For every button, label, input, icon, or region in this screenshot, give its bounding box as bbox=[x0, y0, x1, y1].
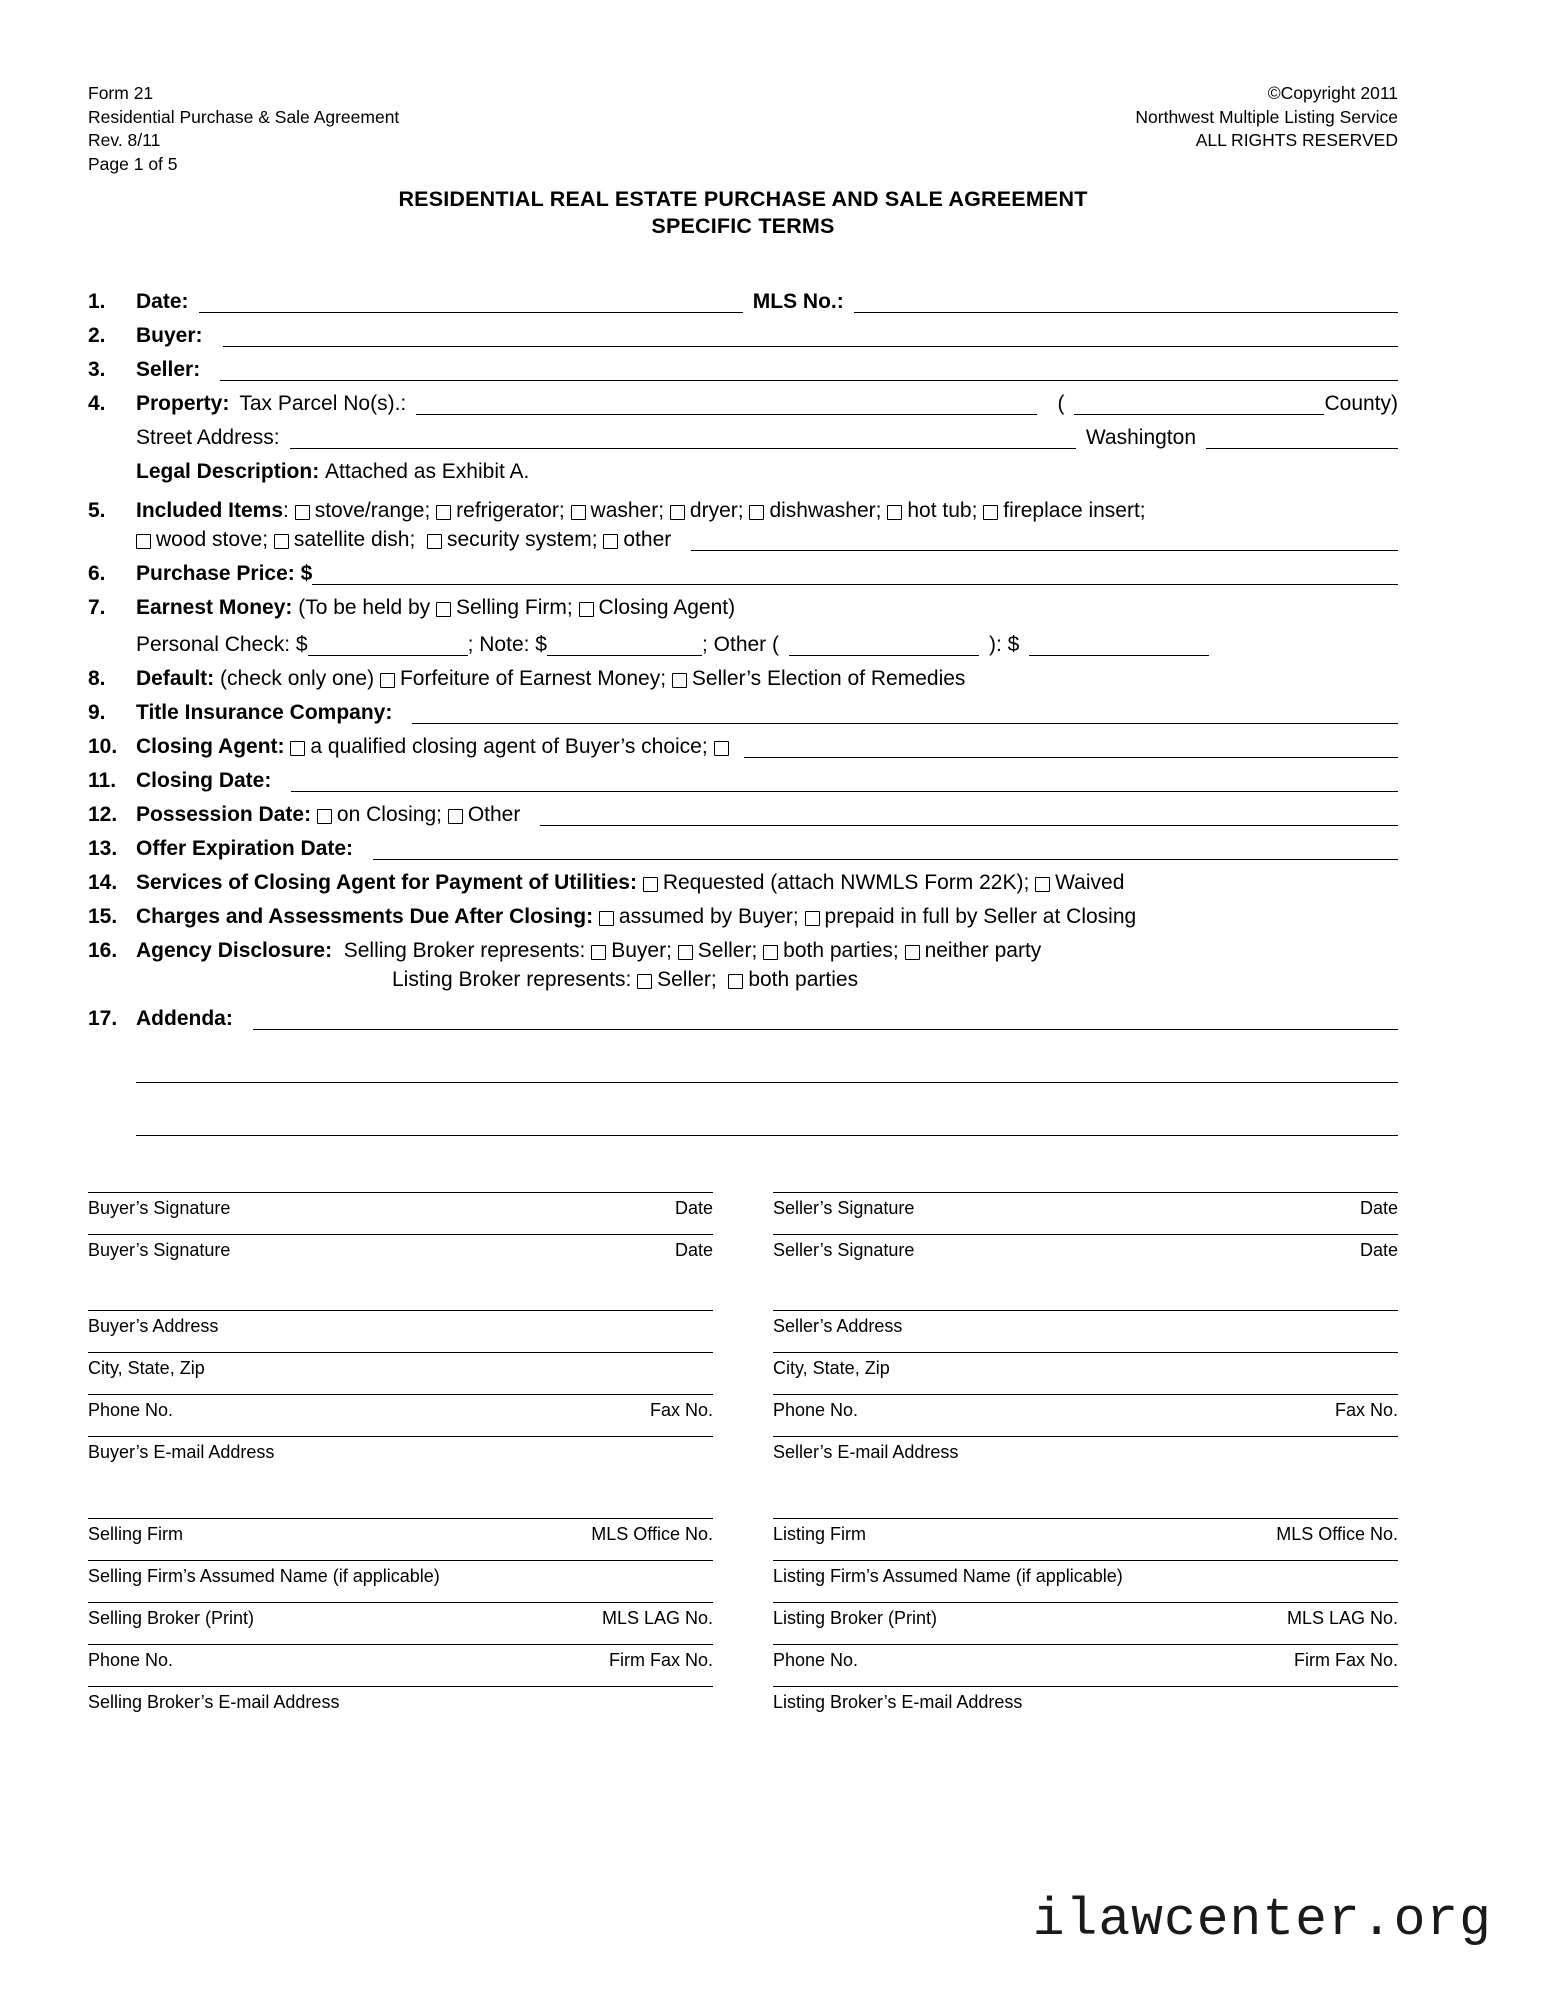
listing-broker-option-both: both parties bbox=[748, 968, 859, 991]
term-title-insurance-row bbox=[88, 699, 1398, 724]
seller-email-field bbox=[773, 1436, 1398, 1466]
seller-signature-column bbox=[773, 1192, 1398, 1728]
purchase-price-dollar-sign: $ bbox=[300, 562, 313, 585]
selling-firm-label: Selling Firm bbox=[88, 1524, 184, 1544]
signature-spacer-3 bbox=[773, 1276, 1398, 1310]
possession-option-on-closing: on Closing; bbox=[336, 803, 442, 826]
listing-firm-mls-office-label: MLS Office No. bbox=[1276, 1524, 1398, 1544]
term-addenda-row bbox=[88, 1005, 1398, 1030]
term-seller-row bbox=[88, 356, 1398, 381]
charges-assessments-label: Charges and Assessments Due After Closing: bbox=[136, 905, 594, 928]
checkbox-stove-range[interactable] bbox=[295, 505, 310, 520]
charges-option-prepaid: prepaid in full by Seller at Closing bbox=[824, 905, 1137, 928]
copyright-line: ©Copyright 2011 bbox=[1267, 83, 1398, 103]
term-number-13: 13. bbox=[88, 837, 118, 860]
buyer-email-label: Buyer’s E-mail Address bbox=[88, 1442, 275, 1462]
seller-city-state-zip-label: City, State, Zip bbox=[773, 1358, 890, 1378]
buyer-signature-2-field bbox=[88, 1234, 713, 1264]
checkbox-closing-agent-holder[interactable] bbox=[579, 602, 594, 617]
closing-date-label: Closing Date: bbox=[136, 769, 272, 792]
selling-broker-email-field bbox=[88, 1686, 713, 1716]
buyer-fax-label: Fax No. bbox=[649, 1400, 713, 1420]
selling-broker-phone-label: Phone No. bbox=[88, 1650, 174, 1670]
rights-line: ALL RIGHTS RESERVED bbox=[1195, 130, 1398, 150]
term-number-15: 15. bbox=[88, 905, 118, 928]
included-items-colon: : bbox=[283, 499, 289, 522]
legal-description-row bbox=[88, 458, 1398, 483]
selling-firm-assumed-name-field bbox=[88, 1560, 713, 1590]
listing-broker-option-seller: Seller; bbox=[657, 968, 717, 991]
included-item-other: other bbox=[623, 528, 672, 551]
closing-agent-option-buyers-choice: a qualified closing agent of Buyer’s choice; bbox=[310, 735, 708, 758]
term-number-17: 17. bbox=[88, 1007, 118, 1030]
buyer-city-state-zip-label: City, State, Zip bbox=[88, 1358, 205, 1378]
checkbox-utilities-requested[interactable] bbox=[643, 877, 658, 892]
specific-terms-list bbox=[88, 288, 1398, 1145]
checkbox-forfeiture-of-earnest-money[interactable] bbox=[380, 673, 395, 688]
earnest-money-amounts-row bbox=[88, 631, 1398, 656]
seller-signature-2-label: Seller’s Signature bbox=[773, 1240, 915, 1260]
page-title bbox=[88, 186, 1398, 240]
checkbox-refrigerator[interactable] bbox=[436, 505, 451, 520]
signature-spacer-4 bbox=[773, 1478, 1398, 1518]
date-input[interactable] bbox=[199, 293, 743, 313]
note-label: ; Note: $ bbox=[467, 633, 547, 656]
utilities-services-label: Services of Closing Agent for Payment of Utilities: bbox=[136, 871, 637, 894]
included-item-fireplace-insert: fireplace insert; bbox=[1003, 499, 1146, 522]
term-earnest-money-row bbox=[88, 594, 1398, 619]
selling-broker-mls-lag-label: MLS LAG No. bbox=[601, 1608, 713, 1628]
checkbox-fireplace-insert[interactable] bbox=[983, 505, 998, 520]
term-included-items-row bbox=[88, 497, 1398, 522]
form-revision: Rev. 8/11 bbox=[88, 130, 161, 150]
offer-expiration-input[interactable] bbox=[373, 840, 1398, 860]
checkbox-possession-other[interactable] bbox=[448, 809, 463, 824]
buyer-address-field bbox=[88, 1310, 713, 1340]
term-number-12: 12. bbox=[88, 803, 118, 826]
checkbox-selling-broker-neither-party[interactable] bbox=[905, 945, 920, 960]
buyer-signature-1-date-label: Date bbox=[674, 1198, 713, 1218]
page-title-line-1: RESIDENTIAL REAL ESTATE PURCHASE AND SALE AGREEMENT bbox=[398, 187, 1088, 211]
checkbox-listing-broker-both-parties[interactable] bbox=[728, 974, 743, 989]
earnest-holder-selling-firm: Selling Firm; bbox=[455, 596, 573, 619]
mls-no-input[interactable] bbox=[854, 293, 1398, 313]
included-item-hot-tub: hot tub; bbox=[907, 499, 978, 522]
signature-spacer-2 bbox=[88, 1478, 713, 1518]
term-number-6: 6. bbox=[88, 562, 106, 585]
included-item-satellite-dish: satellite dish; bbox=[293, 528, 416, 551]
listing-firm-field bbox=[773, 1518, 1398, 1548]
personal-check-label: Personal Check: $ bbox=[136, 633, 308, 656]
selling-broker-print-field bbox=[88, 1602, 713, 1632]
possession-other-input[interactable] bbox=[540, 806, 1398, 826]
form-number: Form 21 bbox=[88, 83, 154, 103]
seller-address-field bbox=[773, 1310, 1398, 1340]
earnest-other-close-label: ): $ bbox=[989, 633, 1020, 656]
note-input[interactable] bbox=[547, 636, 702, 656]
term-number-16: 16. bbox=[88, 939, 118, 962]
publisher-line: Northwest Multiple Listing Service bbox=[1135, 106, 1398, 127]
selling-broker-email-label: Selling Broker’s E-mail Address bbox=[88, 1692, 340, 1712]
county-input[interactable] bbox=[1074, 395, 1324, 415]
listing-firm-assumed-name-field bbox=[773, 1560, 1398, 1590]
term-number-11: 11. bbox=[88, 769, 117, 792]
term-number-9: 9. bbox=[88, 701, 106, 724]
zip-input[interactable] bbox=[1206, 429, 1398, 449]
buyer-phone-label: Phone No. bbox=[88, 1400, 174, 1420]
offer-expiration-label: Offer Expiration Date: bbox=[136, 837, 354, 860]
earnest-money-intro: (To be held by bbox=[298, 596, 431, 619]
term-offer-expiration-row bbox=[88, 835, 1398, 860]
listing-firm-label: Listing Firm bbox=[773, 1524, 867, 1544]
listing-broker-print-field bbox=[773, 1602, 1398, 1632]
signature-spacer-1 bbox=[88, 1276, 713, 1310]
state-washington-label: Washington bbox=[1085, 426, 1196, 449]
addenda-line-2-row bbox=[88, 1058, 1398, 1083]
checkbox-qualified-closing-agent[interactable] bbox=[290, 741, 305, 756]
listing-firm-assumed-name-label: Listing Firm’s Assumed Name (if applicable) bbox=[773, 1566, 1123, 1586]
term-utilities-services-row bbox=[88, 869, 1398, 894]
possession-option-other: Other bbox=[467, 803, 521, 826]
term-number-1: 1. bbox=[88, 290, 106, 313]
selling-broker-option-buyer: Buyer; bbox=[611, 939, 672, 962]
site-watermark: ilawcenter.org bbox=[1032, 1890, 1492, 1950]
term-number-5: 5. bbox=[88, 499, 106, 522]
checkbox-hot-tub[interactable] bbox=[887, 505, 902, 520]
earnest-other-amount-input[interactable] bbox=[1029, 636, 1209, 656]
county-label: County) bbox=[1324, 392, 1398, 415]
buyer-signature-column bbox=[88, 1192, 713, 1728]
addenda-label: Addenda: bbox=[136, 1007, 233, 1030]
addenda-input-line-1[interactable] bbox=[253, 1010, 1398, 1030]
earnest-other-description-input[interactable] bbox=[789, 636, 979, 656]
seller-signature-2-field bbox=[773, 1234, 1398, 1264]
addenda-input-line-3[interactable] bbox=[136, 1116, 1398, 1136]
buyer-signature-1-label: Buyer’s Signature bbox=[88, 1198, 231, 1218]
checkbox-dryer[interactable] bbox=[670, 505, 685, 520]
seller-city-state-zip-field bbox=[773, 1352, 1398, 1382]
charges-option-assumed: assumed by Buyer; bbox=[618, 905, 799, 928]
checkbox-listing-broker-seller[interactable] bbox=[637, 974, 652, 989]
term-closing-date-row bbox=[88, 767, 1398, 792]
term-date-row bbox=[88, 288, 1398, 313]
page-title-line-2: SPECIFIC TERMS bbox=[651, 214, 835, 238]
buyer-email-field bbox=[88, 1436, 713, 1466]
checkbox-charges-assumed-by-buyer[interactable] bbox=[599, 911, 614, 926]
buyer-signature-1-field bbox=[88, 1192, 713, 1222]
seller-phone-label: Phone No. bbox=[773, 1400, 859, 1420]
mls-no-label: MLS No.: bbox=[752, 290, 844, 313]
utilities-option-requested: Requested (attach NWMLS Form 22K); bbox=[662, 871, 1030, 894]
street-address-row bbox=[88, 424, 1398, 449]
checkbox-sellers-election-of-remedies[interactable] bbox=[672, 673, 687, 688]
listing-broker-email-field bbox=[773, 1686, 1398, 1716]
seller-signature-2-date-label: Date bbox=[1359, 1240, 1398, 1260]
seller-email-label: Seller’s E-mail Address bbox=[773, 1442, 959, 1462]
listing-broker-phone-fax-field bbox=[773, 1644, 1398, 1674]
included-item-stove-range: stove/range; bbox=[314, 499, 431, 522]
earnest-money-label: Earnest Money: bbox=[136, 596, 293, 619]
term-agency-disclosure-row bbox=[88, 937, 1398, 962]
selling-broker-print-label: Selling Broker (Print) bbox=[88, 1608, 255, 1628]
included-item-other-input[interactable] bbox=[691, 531, 1398, 551]
included-item-security-system: security system; bbox=[447, 528, 598, 551]
addenda-line-3-row bbox=[88, 1111, 1398, 1136]
buyer-label: Buyer: bbox=[136, 324, 203, 347]
date-label: Date: bbox=[136, 290, 189, 313]
listing-broker-firm-fax-label: Firm Fax No. bbox=[1293, 1650, 1398, 1670]
purchase-price-label: Purchase Price: bbox=[136, 562, 295, 585]
street-address-label: Street Address: bbox=[136, 426, 280, 449]
term-default-row bbox=[88, 665, 1398, 690]
term-number-14: 14. bbox=[88, 871, 118, 894]
term-charges-assessments-row bbox=[88, 903, 1398, 928]
checkbox-selling-firm-holder[interactable] bbox=[436, 602, 451, 617]
selling-firm-field bbox=[88, 1518, 713, 1548]
selling-broker-option-seller: Seller; bbox=[697, 939, 758, 962]
term-buyer-row bbox=[88, 322, 1398, 347]
addenda-input-line-2[interactable] bbox=[136, 1063, 1398, 1083]
included-items-label: Included Items bbox=[136, 499, 284, 522]
seller-phone-fax-field bbox=[773, 1394, 1398, 1424]
listing-broker-represents-row bbox=[88, 966, 1398, 991]
form-header-left bbox=[88, 82, 399, 176]
checkbox-selling-broker-both-parties[interactable] bbox=[763, 945, 778, 960]
checkbox-other-included-item[interactable] bbox=[603, 534, 618, 549]
checkbox-wood-stove[interactable] bbox=[136, 534, 151, 549]
term-purchase-price-row bbox=[88, 560, 1398, 585]
listing-broker-email-label: Listing Broker’s E-mail Address bbox=[773, 1692, 1023, 1712]
checkbox-dishwasher[interactable] bbox=[749, 505, 764, 520]
selling-broker-option-neither: neither party bbox=[924, 939, 1042, 962]
agency-disclosure-label: Agency Disclosure: bbox=[136, 939, 333, 962]
term-number-8: 8. bbox=[88, 667, 106, 690]
term-number-4: 4. bbox=[88, 392, 106, 415]
buyer-city-state-zip-field bbox=[88, 1352, 713, 1382]
closing-agent-other-input[interactable] bbox=[744, 738, 1398, 758]
buyer-phone-fax-field bbox=[88, 1394, 713, 1424]
buyer-signature-2-label: Buyer’s Signature bbox=[88, 1240, 231, 1260]
title-insurance-input[interactable] bbox=[412, 704, 1398, 724]
street-address-input[interactable] bbox=[290, 429, 1076, 449]
checkbox-closing-agent-other[interactable] bbox=[714, 741, 729, 756]
county-paren-open: ( bbox=[1057, 392, 1065, 415]
listing-broker-phone-label: Phone No. bbox=[773, 1650, 859, 1670]
included-item-washer: washer; bbox=[590, 499, 665, 522]
buyer-input[interactable] bbox=[223, 327, 1398, 347]
selling-firm-mls-office-label: MLS Office No. bbox=[591, 1524, 713, 1544]
legal-description-value: Attached as Exhibit A. bbox=[325, 460, 530, 483]
term-number-3: 3. bbox=[88, 358, 106, 381]
buyer-signature-2-date-label: Date bbox=[674, 1240, 713, 1260]
signature-block bbox=[88, 1192, 1398, 1728]
included-item-dryer: dryer; bbox=[689, 499, 744, 522]
default-option-forfeiture: Forfeiture of Earnest Money; bbox=[399, 667, 667, 690]
selling-broker-option-both: both parties; bbox=[783, 939, 899, 962]
earnest-holder-closing-agent: Closing Agent) bbox=[598, 596, 736, 619]
title-insurance-label: Title Insurance Company: bbox=[136, 701, 393, 724]
possession-date-label: Possession Date: bbox=[136, 803, 312, 826]
seller-fax-label: Fax No. bbox=[1334, 1400, 1398, 1420]
form-name: Residential Purchase & Sale Agreement bbox=[88, 106, 400, 127]
term-number-2: 2. bbox=[88, 324, 106, 347]
page-number: Page 1 of 5 bbox=[88, 153, 178, 174]
included-item-dishwasher: dishwasher; bbox=[769, 499, 882, 522]
term-number-7: 7. bbox=[88, 596, 106, 619]
seller-signature-1-label: Seller’s Signature bbox=[773, 1198, 915, 1218]
property-label: Property: bbox=[136, 392, 230, 415]
included-item-refrigerator: refrigerator; bbox=[456, 499, 565, 522]
checkbox-selling-broker-buyer[interactable] bbox=[591, 945, 606, 960]
seller-signature-1-field bbox=[773, 1192, 1398, 1222]
purchase-price-input[interactable] bbox=[312, 565, 1398, 585]
checkbox-utilities-waived[interactable] bbox=[1035, 877, 1050, 892]
utilities-option-waived: Waived bbox=[1055, 871, 1125, 894]
term-possession-date-row bbox=[88, 801, 1398, 826]
seller-label: Seller: bbox=[136, 358, 201, 381]
term-number-10: 10. bbox=[88, 735, 118, 758]
term-property-row bbox=[88, 390, 1398, 415]
checkbox-charges-prepaid-by-seller[interactable] bbox=[805, 911, 820, 926]
selling-broker-represents-label: Selling Broker represents: bbox=[343, 939, 586, 962]
listing-broker-represents-label: Listing Broker represents: bbox=[392, 968, 632, 991]
default-option-election: Seller’s Election of Remedies bbox=[691, 667, 966, 690]
included-items-row-2 bbox=[88, 526, 1398, 551]
seller-address-label: Seller’s Address bbox=[773, 1316, 903, 1336]
included-item-wood-stove: wood stove; bbox=[156, 528, 269, 551]
closing-date-input[interactable] bbox=[291, 772, 1398, 792]
seller-input[interactable] bbox=[220, 361, 1398, 381]
listing-broker-mls-lag-label: MLS LAG No. bbox=[1286, 1608, 1398, 1628]
checkbox-possession-on-closing[interactable] bbox=[317, 809, 332, 824]
listing-broker-print-label: Listing Broker (Print) bbox=[773, 1608, 938, 1628]
selling-broker-firm-fax-label: Firm Fax No. bbox=[608, 1650, 713, 1670]
checkbox-selling-broker-seller[interactable] bbox=[678, 945, 693, 960]
checkbox-satellite-dish[interactable] bbox=[274, 534, 289, 549]
checkbox-security-system[interactable] bbox=[427, 534, 442, 549]
selling-firm-assumed-name-label: Selling Firm’s Assumed Name (if applicable) bbox=[88, 1566, 440, 1586]
closing-agent-label: Closing Agent: bbox=[136, 735, 285, 758]
form-header-right bbox=[1135, 82, 1398, 176]
tax-parcel-label: Tax Parcel No(s).: bbox=[239, 392, 407, 415]
earnest-other-label: ; Other ( bbox=[701, 633, 780, 656]
term-closing-agent-row bbox=[88, 733, 1398, 758]
tax-parcel-input[interactable] bbox=[416, 395, 1037, 415]
buyer-address-label: Buyer’s Address bbox=[88, 1316, 219, 1336]
default-instruction: (check only one) bbox=[220, 667, 375, 690]
seller-signature-1-date-label: Date bbox=[1359, 1198, 1398, 1218]
legal-description-label: Legal Description: bbox=[136, 460, 320, 483]
default-label: Default: bbox=[136, 667, 215, 690]
checkbox-washer[interactable] bbox=[571, 505, 586, 520]
selling-broker-phone-fax-field bbox=[88, 1644, 713, 1674]
personal-check-input[interactable] bbox=[308, 636, 468, 656]
form-header bbox=[88, 82, 1398, 176]
